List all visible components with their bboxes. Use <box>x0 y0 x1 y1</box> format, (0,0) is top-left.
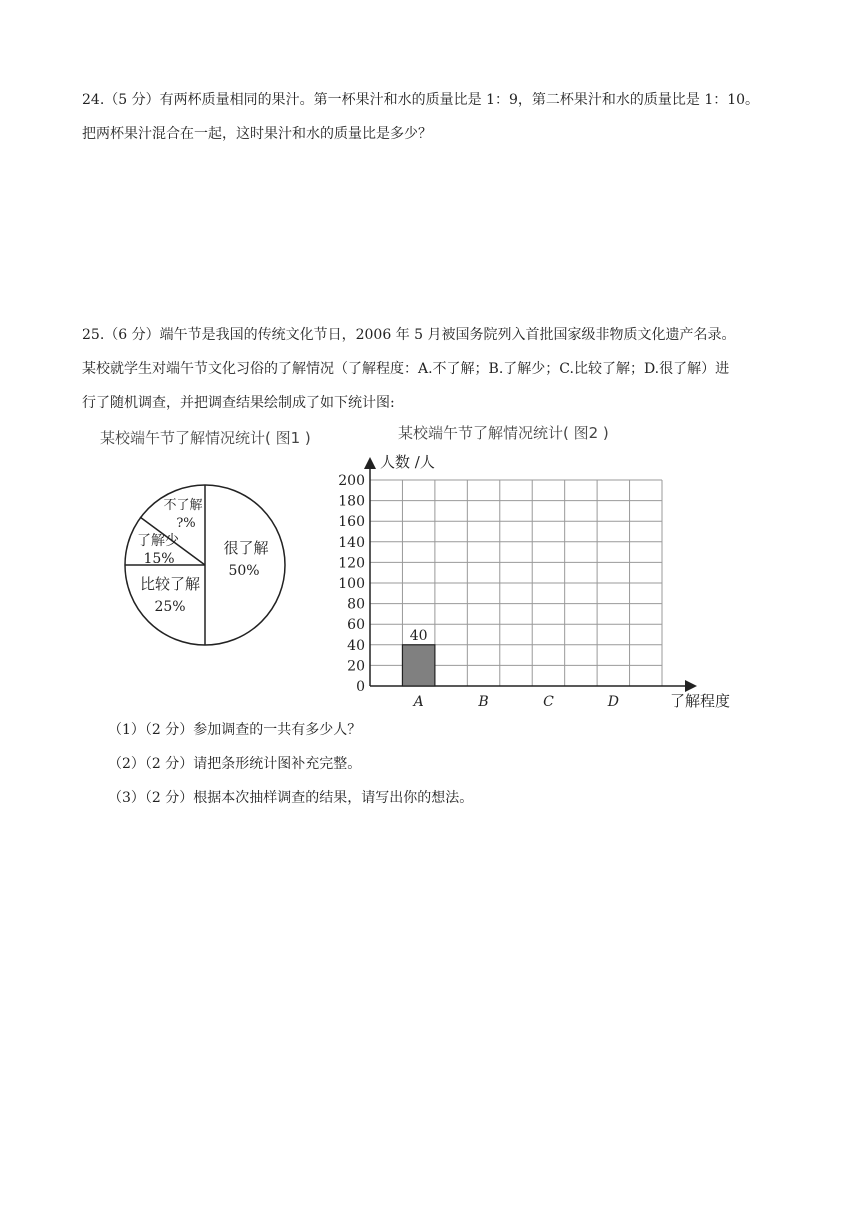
bar-A <box>402 645 434 686</box>
bar-chart <box>330 445 731 715</box>
x-axis-title: 了解程度 <box>669 692 731 710</box>
y-tick-120: 120 <box>338 555 365 572</box>
y-tick-0: 0 <box>356 679 365 695</box>
q25-sub-question-2: （2）（2 分）请把条形统计图补充完整。 <box>108 756 362 772</box>
q25-line-1: 25.（6 分）端午节是我国的传统文化节日，2006 年 5 月被国务院列入首批国家级非物质文化遗产名录。 <box>82 327 736 343</box>
y-tick-80: 80 <box>347 596 365 613</box>
y-tick-140: 140 <box>338 534 365 551</box>
q25-sub-question-3: （3）（2 分）根据本次抽样调查的结果，请写出你的想法。 <box>108 790 474 806</box>
q24-line-2: 把两杯果汁混合在一起，这时果汁和水的质量比是多少？ <box>82 126 432 142</box>
y-tick-40: 40 <box>347 637 365 654</box>
y-tick-20: 20 <box>347 658 365 675</box>
pie-value-little: 15% <box>143 551 175 567</box>
pie-label-very: 很了解 <box>223 539 269 557</box>
q25-line-2: 某校就学生对端午节文化习俗的了解情况（了解程度：A.不了解；B.了解少；C.比较了解；D.很了解）进 <box>82 361 730 377</box>
x-tick-C: C <box>543 694 554 710</box>
y-tick-200: 200 <box>338 473 365 489</box>
x-tick-A: A <box>413 694 424 710</box>
y-tick-160: 160 <box>338 514 365 531</box>
pie-label-fair: 比较了解 <box>139 575 201 593</box>
pie-label-little: 了解少 <box>137 533 179 549</box>
pie-value-none: ?% <box>176 516 196 531</box>
x-tick-B: B <box>478 694 489 710</box>
y-tick-180: 180 <box>338 493 365 510</box>
y-tick-60: 60 <box>347 617 365 634</box>
q25-sub-question-1: （1）（2 分）参加调查的一共有多少人？ <box>108 722 362 738</box>
q25-line-3: 行了随机调查，并把调查结果绘制成了如下统计图: <box>82 395 395 411</box>
pie-label-none: 不了解 <box>163 498 203 513</box>
pie-value-fair: 25% <box>154 599 186 615</box>
y-axis-title: 人数 /人 <box>380 453 435 471</box>
y-tick-100: 100 <box>338 576 365 592</box>
pie-value-very: 50% <box>228 563 260 579</box>
bar-chart-title: 某校端午节了解情况统计( 图2 ) <box>398 424 609 442</box>
pie-chart-title: 某校端午节了解情况统计( 图1 ) <box>100 429 311 447</box>
pie-chart <box>110 470 300 660</box>
q24-line-1: 24.（5 分）有两杯质量相同的果汁。第一杯果汁和水的质量比是 1：9，第二杯果汁和水的质量比是 1：10。 <box>82 92 760 108</box>
x-tick-D: D <box>607 694 619 710</box>
bar-label-A: 40 <box>409 627 428 644</box>
